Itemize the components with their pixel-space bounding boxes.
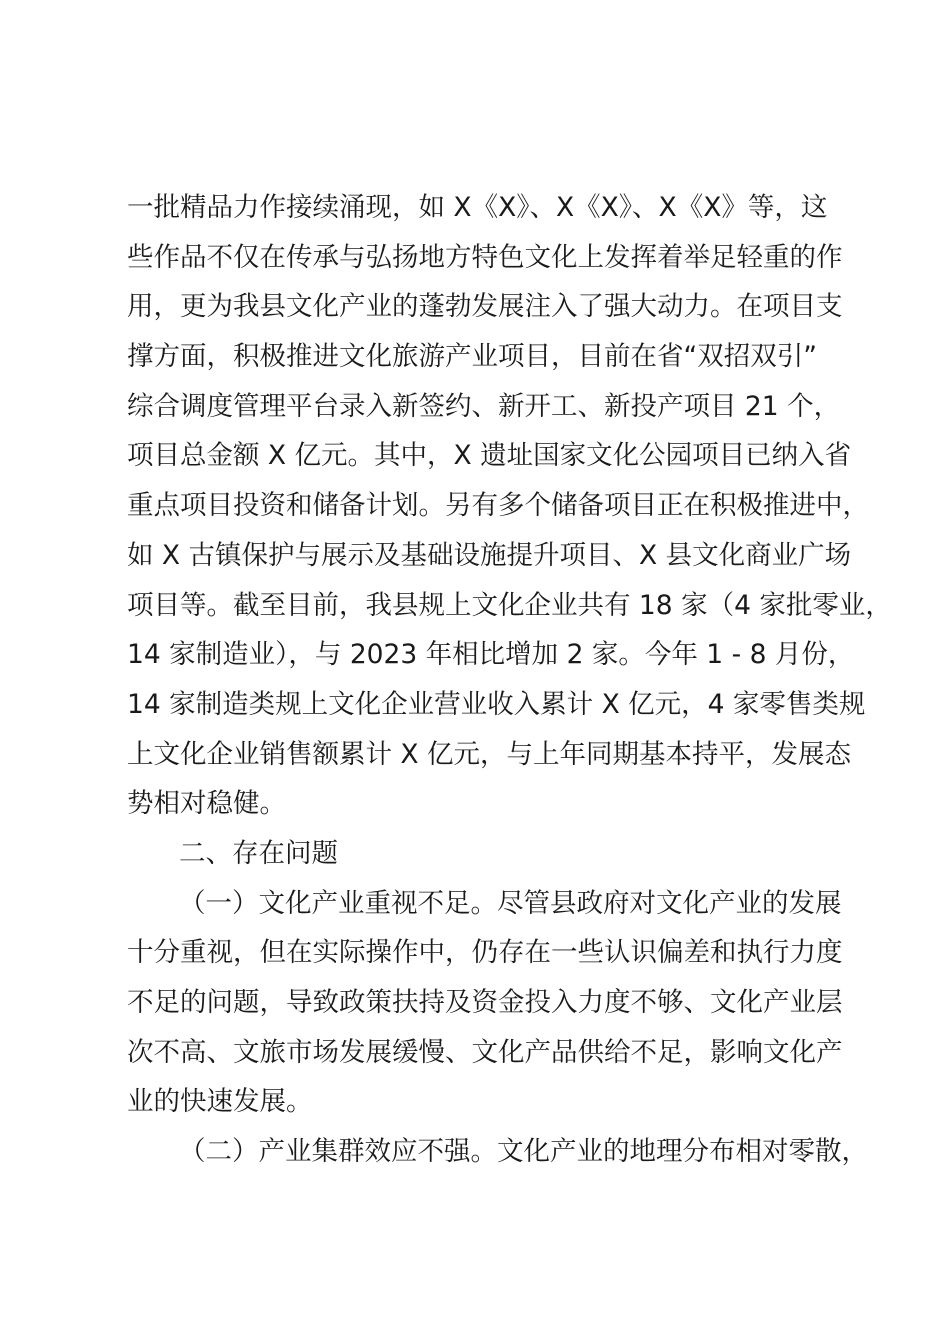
text-line: 综合调度管理平台录入新签约、新开工、新投产项目 21 个， xyxy=(127,390,841,422)
text-line: （一）文化产业重视不足。尽管县政府对文化产业的发展 xyxy=(179,887,842,919)
text-line: 14 家制造业），与 2023 年相比增加 2 家。今年 1 - 8 月份， xyxy=(127,639,855,671)
text-line: 势相对稳健。 xyxy=(127,788,286,820)
text-line: 业的快速发展。 xyxy=(127,1086,313,1118)
paragraph-industry-overview xyxy=(127,183,892,829)
text-line: 撑方面，积极推进文化旅游产业项目，目前在省“双招双引” xyxy=(127,341,817,373)
text-line: （二）产业集群效应不强。文化产业的地理分布相对零散， xyxy=(179,1136,868,1168)
text-line: 些作品不仅在传承与弘扬地方特色文化上发挥着举足轻重的作 xyxy=(127,241,843,273)
text-line: 十分重视，但在实际操作中，仍存在一些认识偏差和执行力度 xyxy=(127,937,843,969)
text-line: 上文化企业销售额累计 X 亿元，与上年同期基本持平，发展态 xyxy=(127,738,852,770)
text-line: 项目总金额 X 亿元。其中，X 遗址国家文化公园项目已纳入省 xyxy=(127,440,852,472)
text-line: 次不高、文旅市场发展缓慢、文化产品供给不足，影响文化产 xyxy=(127,1036,843,1068)
text-line: 项目等。截至目前，我县规上文化企业共有 18 家（4 家批零业， xyxy=(127,589,892,621)
text-line: 重点项目投资和储备计划。另有多个储备项目正在积极推进中， xyxy=(127,490,869,522)
text-line: 14 家制造类规上文化企业营业收入累计 X 亿元，4 家零售类规 xyxy=(127,688,866,720)
text-line: 如 X 古镇保护与展示及基础设施提升项目、X 县文化商业广场 xyxy=(127,539,852,571)
paragraph-weak-cluster-effect xyxy=(127,1127,868,1177)
text-line: 一批精品力作接续涌现，如 X《X》、X《X》、X《X》等，这 xyxy=(127,192,828,223)
paragraph-insufficient-attention xyxy=(127,879,859,1127)
document-body xyxy=(127,183,892,1177)
text-line: 用，更为我县文化产业的蓬勃发展注入了强大动力。在项目支 xyxy=(127,291,843,323)
text-line: 不足的问题，导致政策扶持及资金投入力度不够、文化产业层 xyxy=(127,987,843,1018)
section-heading: 二、存在问题 xyxy=(179,837,338,869)
section-heading-problems xyxy=(127,829,859,879)
